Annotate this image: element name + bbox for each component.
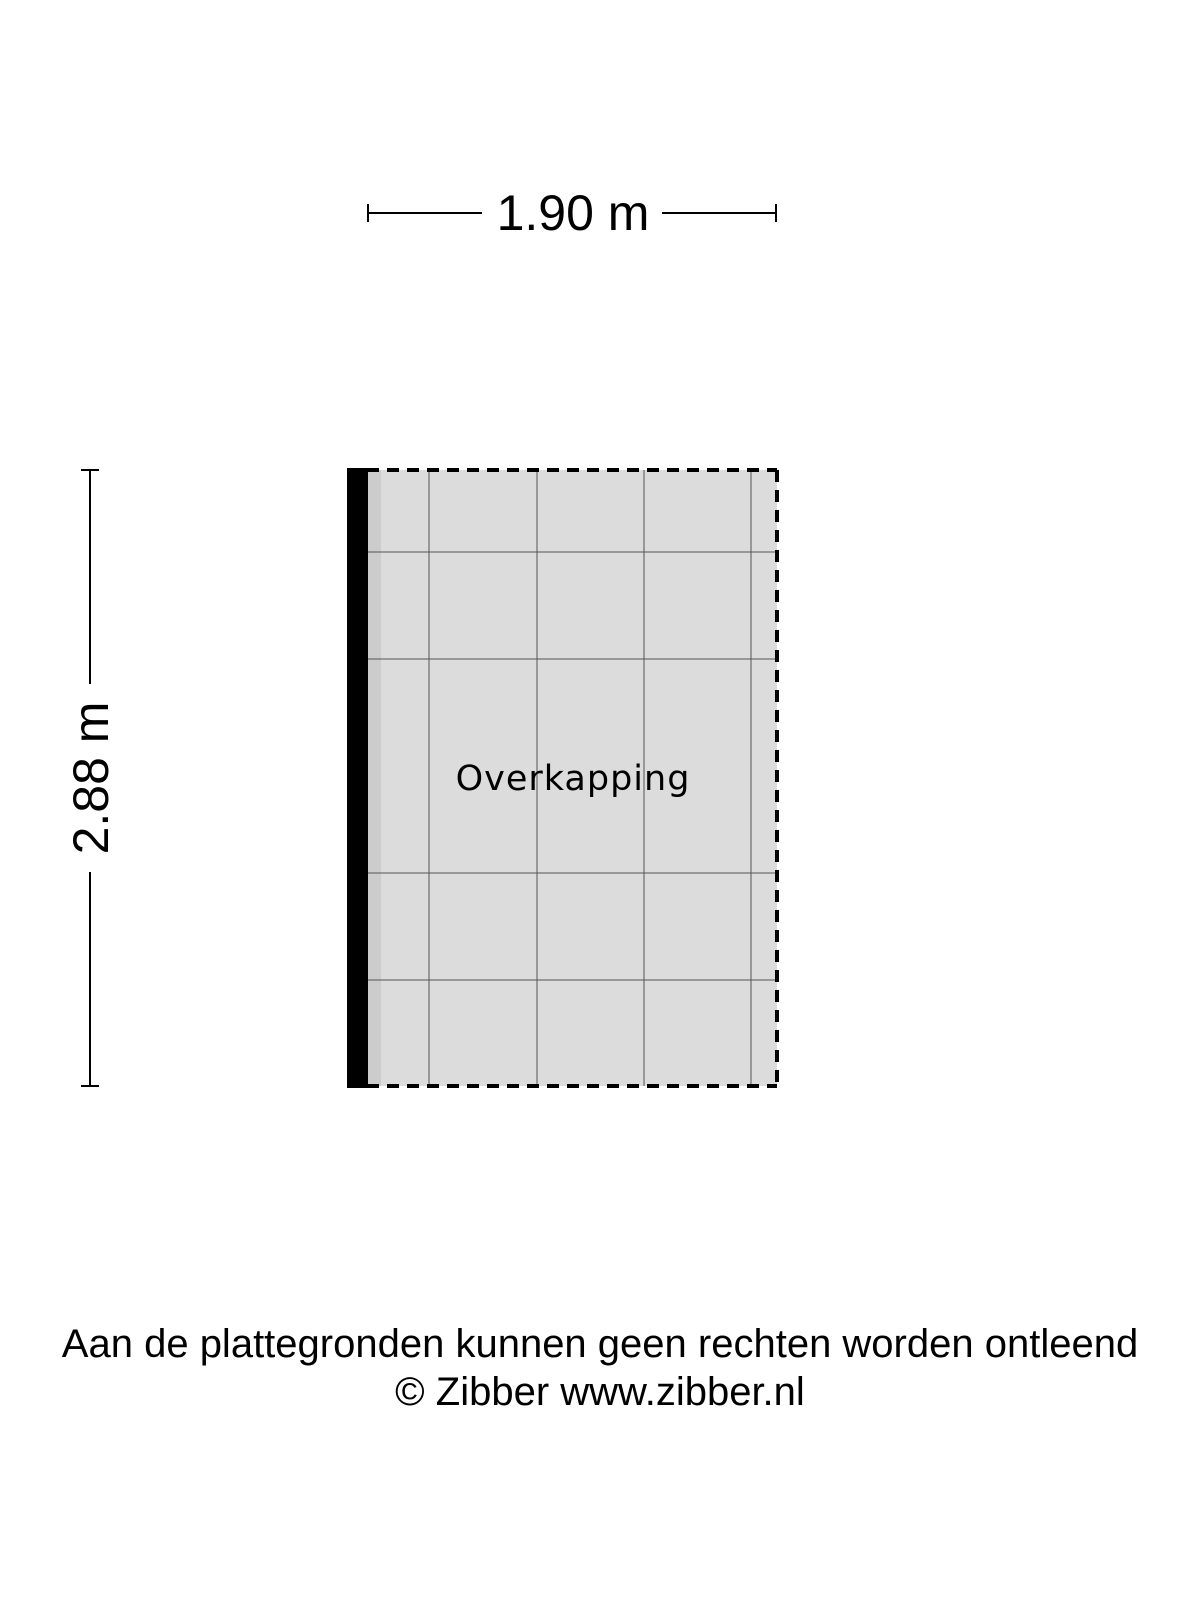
width-dimension-label: 1.90 m <box>496 185 650 241</box>
width-dimension <box>368 185 776 241</box>
footer-copyright: © Zibber www.zibber.nl <box>395 1370 805 1414</box>
footer-disclaimer: Aan de plattegronden kunnen geen rechten worden ontleend <box>61 1322 1139 1366</box>
wall-shadow <box>367 470 381 1086</box>
room-label: Overkapping <box>455 759 691 799</box>
solid-wall <box>347 468 368 1088</box>
height-dimension-label: 2.88 m <box>63 701 119 855</box>
room-overkapping <box>347 468 777 1088</box>
height-dimension <box>63 470 119 1086</box>
